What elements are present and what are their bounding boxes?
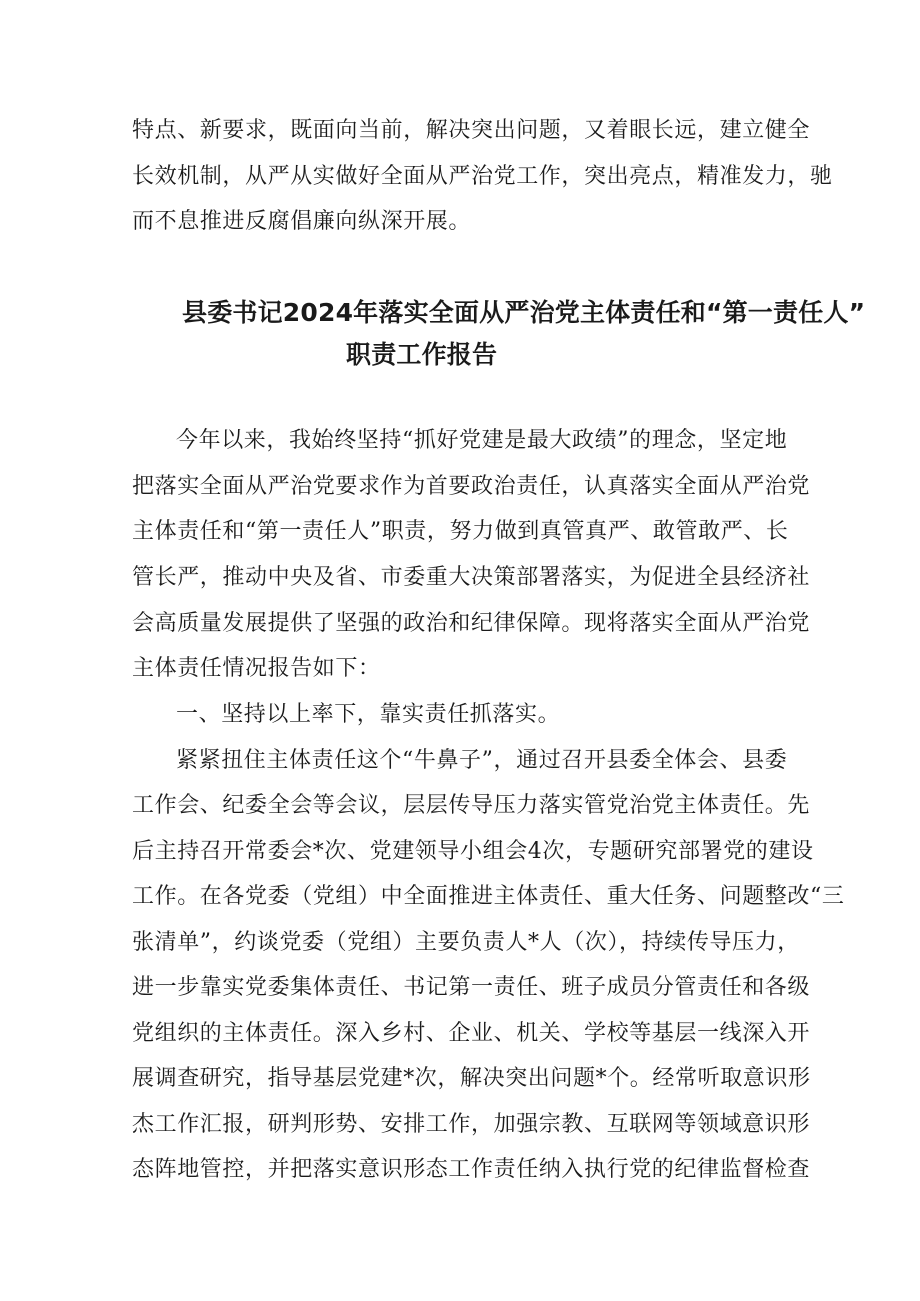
paragraph-line: 会高质量发展提供了坚强的政治和纪律保障。现将落实全面从严治党 <box>132 611 811 636</box>
paragraph-line: 工作会、纪委全会等会议，层层传导压力落实管党治党主体责任。先 <box>132 793 811 818</box>
paragraph-line: 态阵地管控，并把落实意识形态工作责任纳入执行党的纪律监督检查 <box>132 1157 811 1182</box>
intro-line: 特点、新要求，既面向当前，解决突出问题，又着眼长远，建立健全 <box>132 118 811 143</box>
paragraph-line: 把落实全面从严治党要求作为首要政治责任，认真落实全面从严治党 <box>132 474 811 499</box>
report-title-line-1: 县委书记2024年落实全面从严治党主体责任和“第一责任人” <box>182 298 866 327</box>
paragraph-line: 工作。在各党委（党组）中全面推进主体责任、重大任务、问题整改“三 <box>132 884 845 909</box>
section-heading: 一、坚持以上率下，靠实责任抓落实。 <box>176 702 561 727</box>
paragraph-line: 后主持召开常委会*次、党建领导小组会4次，专题研究部署党的建设 <box>132 839 814 864</box>
paragraph-line: 展调查研究，指导基层党建*次，解决突出问题*个。经常听取意识形 <box>132 1066 811 1091</box>
paragraph-line: 管长严，推动中央及省、市委重大决策部署落实，为促进全县经济社 <box>132 565 811 590</box>
paragraph-line: 杰工作汇报，研判形势、安排工作，加强宗教、互联网等领域意识形 <box>132 1112 811 1137</box>
paragraph-line: 主体责任情况报告如下： <box>132 656 381 681</box>
paragraph-line: 今年以来，我始终坚持“抓好党建是最大政绩”的理念，坚定地 <box>176 428 788 453</box>
paragraph-line: 张清单”，约谈党委（党组）主要负责人*人（次），持续传导压力， <box>132 930 800 955</box>
intro-line: 而不息推进反腐倡廉向纵深开展。 <box>132 209 472 234</box>
paragraph-line: 紧紧扭住主体责任这个“牛鼻子”，通过召开县委全体会、县委 <box>176 748 788 773</box>
paragraph-line: 主体责任和“第一责任人”职责，努力做到真管真严、敢管敢严、长 <box>132 519 789 544</box>
paragraph-line: 进一步靠实党委集体责任、书记第一责任、班子成员分管责任和各级 <box>132 975 811 1000</box>
intro-line: 长效机制，从严从实做好全面从严治党工作，突出亮点，精准发力，驰 <box>132 164 833 189</box>
report-title-line-2: 职责工作报告 <box>346 340 498 369</box>
paragraph-line: 党组织的主体责任。深入乡村、企业、机关、学校等基层一线深入开 <box>132 1021 811 1046</box>
